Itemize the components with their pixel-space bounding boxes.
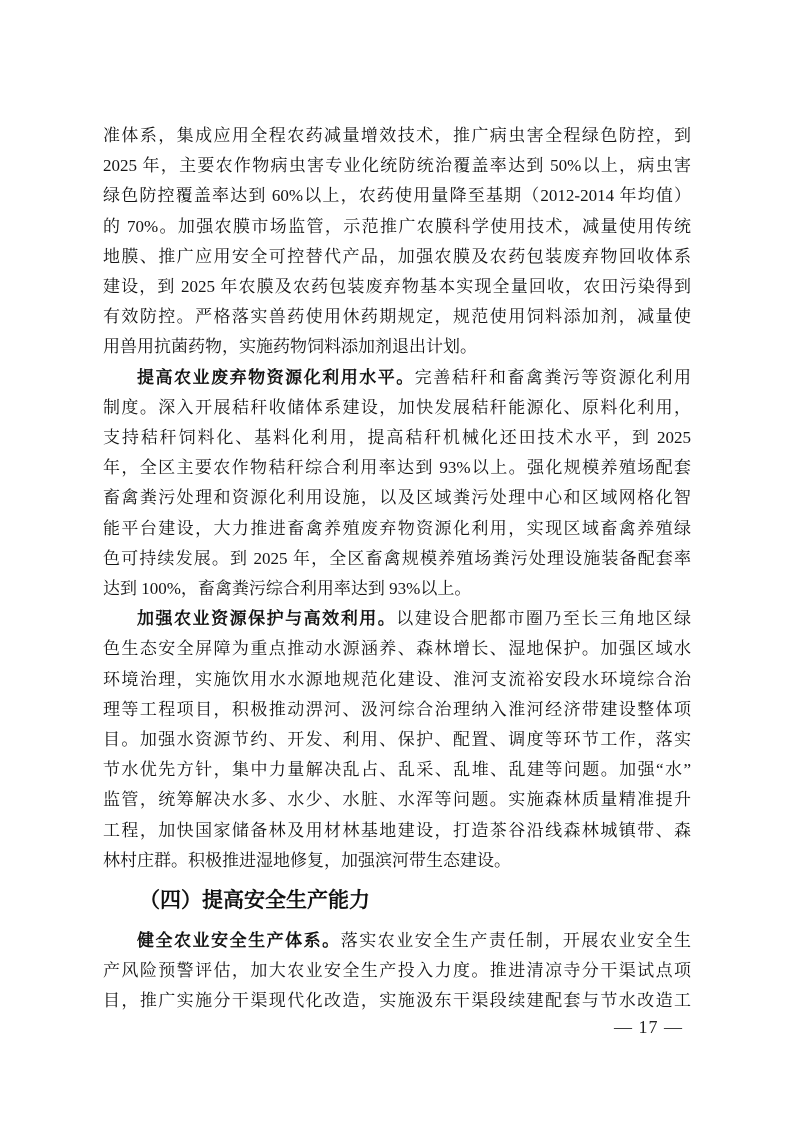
text-line <box>103 604 691 634</box>
paragraph-safety-production-system <box>103 926 691 1017</box>
text-line: 年，全区主要农作物秸秆综合利用率达到 93%以上。强化规模养殖场配套 <box>103 458 691 478</box>
text-line: 畜禽粪污处理和资源化利用设施，以及区域粪污处理中心和区域网格化智 <box>103 488 691 508</box>
paragraph-pesticide-film-reduction <box>103 121 691 363</box>
paragraph-lead-bold: 提高农业废弃物资源化利用水平。 <box>137 367 415 387</box>
text-line: 目，推广实施分干渠现代化改造，实施汲东干渠段续建配套与节水改造工 <box>103 991 691 1011</box>
section-heading-safety-production: （四）提高安全生产能力 <box>139 889 370 913</box>
text-line <box>103 363 691 393</box>
text-line: 建设，到 2025 年农膜及农药包装废弃物基本实现全量回收，农田污染得到 <box>103 277 691 297</box>
text-line: 工程，加快国家储备林及用材林基地建设，打造茶谷沿线森林城镇带、森 <box>103 820 691 840</box>
paragraph-text: 以建设合肥都市圈乃至长三角地区绿 <box>396 609 692 629</box>
text-line: 林村庄群。积极推进湿地修复，加强滨河带生态建设。 <box>103 850 511 870</box>
paragraph-text: 完善秸秆和畜禽粪污等资源化利用 <box>414 367 692 387</box>
text-line: 产风险预警评估，加大农业安全生产投入力度。推进清凉寺分干渠试点项 <box>103 961 691 981</box>
paragraph-text: 落实农业安全生产责任制，开展农业安全生 <box>340 931 692 951</box>
text-line: 达到 100%，畜禽粪污综合利用率达到 93%以上。 <box>103 579 472 599</box>
paragraph-waste-resource-utilization <box>103 363 691 605</box>
text-line <box>103 926 691 956</box>
text-line: 准体系，集成应用全程农药减量增效技术，推广病虫害全程绿色防控，到 <box>103 126 691 145</box>
text-line: 理等工程项目，积极推动淠河、汲河综合治理纳入淮河经济带建设整体项 <box>103 699 691 719</box>
text-line: 支持秸秆饲料化、基料化利用，提高秸秆机械化还田技术水平，到 2025 <box>103 428 691 448</box>
text-line: 有效防控。严格落实兽药使用休药期规定，规范使用饲料添加剂，减量使 <box>103 307 691 327</box>
text-line: 监管，统筹解决水多、水少、水脏、水浑等问题。实施森林质量精准提升 <box>103 790 691 810</box>
text-line: 用兽用抗菌药物，实施药物饲料添加剂退出计划。 <box>103 337 477 357</box>
page-number: — 17 — <box>614 1017 683 1037</box>
paragraph-lead-bold: 健全农业安全生产体系。 <box>137 931 341 951</box>
text-line: 制度。深入开展秸秆收储体系建设，加快发展秸秆能源化、原料化利用， <box>103 397 691 417</box>
document-text-block <box>103 121 691 1017</box>
text-line: 色可持续发展。到 2025 年，全区畜禽规模养殖场粪污处理设施装备配套率 <box>103 548 691 568</box>
text-line: 地膜、推广应用安全可控替代产品，加强农膜及农药包装废弃物回收体系 <box>103 246 691 266</box>
paragraph-lead-bold: 加强农业资源保护与高效利用。 <box>137 609 397 629</box>
text-line: 环境治理，实施饮用水水源地规范化建设、淮河支流裕安段水环境综合治 <box>103 669 691 689</box>
text-line: 能平台建设，大力推进畜禽养殖废弃物资源化利用，实现区域畜禽养殖绿 <box>103 518 691 538</box>
text-line: 的 70%。加强农膜市场监管，示范推广农膜科学使用技术，减量使用传统 <box>103 216 691 236</box>
text-line: 2025 年，主要农作物病虫害专业化统防统治覆盖率达到 50%以上，病虫害 <box>103 156 691 176</box>
text-line: 目。加强水资源节约、开发、利用、保护、配置、调度等环节工作，落实 <box>103 730 691 750</box>
text-line: 绿色防控覆盖率达到 60%以上，农药使用量降至基期（2012-2014 年均值） <box>103 186 691 206</box>
text-line: 色生态安全屏障为重点推动水源涵养、森林增长、湿地保护。加强区域水 <box>103 639 691 659</box>
text-line: 节水优先方针，集中力量解决乱占、乱采、乱堆、乱建等问题。加强“水” <box>103 760 691 780</box>
paragraph-resource-protection <box>103 604 691 876</box>
